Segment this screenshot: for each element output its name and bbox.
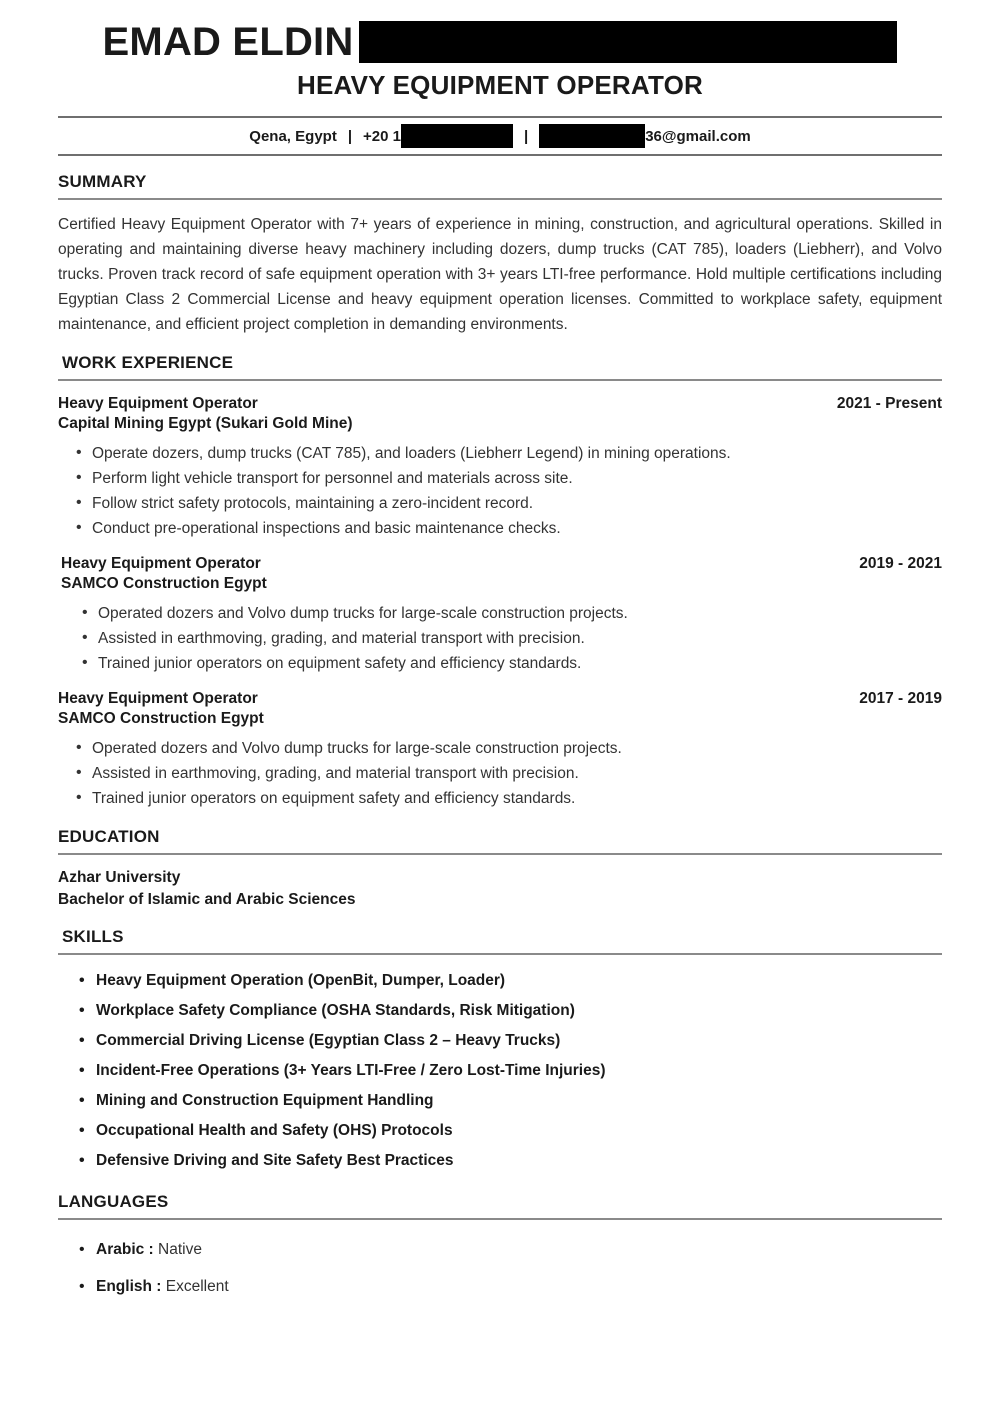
experience-bullet-list xyxy=(58,736,942,811)
experience-bullet: • Operated dozers and Volvo dump trucks for large-scale construction projects. xyxy=(92,736,942,761)
experience-bullet: • Operated dozers and Volvo dump trucks for large-scale construction projects. xyxy=(98,601,942,626)
contact-phone-prefix: +20 1 xyxy=(363,127,401,145)
experience-dates: 2021 - Present xyxy=(836,395,942,412)
language-name: Arabic : xyxy=(96,1241,154,1258)
experience-position: Heavy Equipment Operator xyxy=(58,690,258,707)
email-redaction-box xyxy=(539,124,645,148)
contact-email-suffix: 36@gmail.com xyxy=(645,127,751,145)
experience-entry-header xyxy=(58,395,942,413)
section-underline-education xyxy=(58,853,942,855)
education-entry xyxy=(58,867,942,911)
experience-bullet: • Trained junior operators on equipment safety and efficiency standards. xyxy=(92,786,942,811)
skill-item: • Commercial Driving License (Egyptian Class 2 – Heavy Trucks) xyxy=(96,1026,942,1056)
experience-entry xyxy=(58,690,942,811)
skill-item: • Workplace Safety Compliance (OSHA Standards, Risk Mitigation) xyxy=(96,996,942,1026)
languages-list xyxy=(58,1231,942,1305)
section-education xyxy=(58,827,942,911)
section-heading-experience: WORK EXPERIENCE xyxy=(62,353,234,372)
candidate-job-title: HEAVY EQUIPMENT OPERATOR xyxy=(297,70,703,100)
contact-location: Qena, Egypt xyxy=(249,127,337,145)
section-underline-summary xyxy=(58,198,942,200)
language-level: Excellent xyxy=(165,1278,229,1295)
experience-entry xyxy=(58,555,942,676)
experience-bullet: • Conduct pre-operational inspections and basic maintenance checks. xyxy=(92,516,942,541)
language-item xyxy=(96,1268,942,1305)
skill-item: • Occupational Health and Safety (OHS) Protocols xyxy=(96,1116,942,1146)
language-item xyxy=(96,1231,942,1268)
education-degree: Bachelor of Islamic and Arabic Sciences xyxy=(58,891,356,908)
contact-separator-2: | xyxy=(524,127,529,145)
experience-bullet-list xyxy=(58,441,942,541)
education-institution: Azhar University xyxy=(58,869,181,886)
experience-bullet: • Perform light vehicle transport for personnel and materials across site. xyxy=(92,466,942,491)
experience-position: Heavy Equipment Operator xyxy=(58,395,258,412)
section-heading-summary: SUMMARY xyxy=(58,172,147,191)
experience-entry xyxy=(58,395,942,541)
contact-line xyxy=(58,118,942,154)
skill-item: • Heavy Equipment Operation (OpenBit, Dumper, Loader) xyxy=(96,966,942,996)
summary-paragraph: Certified Heavy Equipment Operator with 7+ years of experience in mining, construction, and agricultural operations. Skilled in operating and maintaining diverse heavy machinery including dozers, dump trucks (CAT 785), loaders (Liebherr), and Volvo trucks. Proven track record of safe equipment operation with 3+ years LTI-free performance. Hold multiple certifications including Egyptian Class 2 Commercial License and heavy equipment operation licenses. Committed to workplace safety, equipment maintenance, and efficient project completion in demanding environments. xyxy=(58,216,942,333)
skill-item: • Incident-Free Operations (3+ Years LTI-Free / Zero Lost-Time Injuries) xyxy=(96,1056,942,1086)
section-heading-education: EDUCATION xyxy=(58,827,160,846)
experience-entry-header xyxy=(58,690,942,708)
contact-separator-1: | xyxy=(347,127,353,145)
candidate-name-text: EMAD ELDIN xyxy=(102,19,354,64)
experience-bullet: • Assisted in earthmoving, grading, and material transport with precision. xyxy=(98,626,942,651)
section-summary xyxy=(58,172,942,337)
header-divider-bottom xyxy=(58,154,942,156)
experience-dates: 2019 - 2021 xyxy=(859,555,942,572)
experience-bullet: • Follow strict safety protocols, maintaining a zero-incident record. xyxy=(92,491,942,516)
language-name: English : xyxy=(96,1278,162,1295)
section-heading-skills: SKILLS xyxy=(62,927,124,946)
section-work-experience xyxy=(58,353,942,811)
skill-item: • Mining and Construction Equipment Handling xyxy=(96,1086,942,1116)
experience-position: Heavy Equipment Operator xyxy=(61,555,261,572)
skill-item: • Defensive Driving and Site Safety Best Practices xyxy=(96,1146,942,1176)
phone-redaction-box xyxy=(401,124,513,148)
candidate-name xyxy=(58,0,942,62)
experience-bullet: • Trained junior operators on equipment safety and efficiency standards. xyxy=(98,651,942,676)
experience-organization: Capital Mining Egypt (Sukari Gold Mine) xyxy=(58,415,353,432)
experience-organization: SAMCO Construction Egypt xyxy=(61,575,267,592)
experience-bullet-list xyxy=(61,601,942,676)
section-skills xyxy=(58,927,942,1176)
section-underline-languages xyxy=(58,1218,942,1220)
section-languages xyxy=(58,1192,942,1305)
experience-dates: 2017 - 2019 xyxy=(859,690,942,707)
experience-entry-header xyxy=(61,555,942,573)
name-redaction-box xyxy=(359,21,897,63)
skills-list xyxy=(58,966,942,1176)
experience-bullet: • Operate dozers, dump trucks (CAT 785), and loaders (Liebherr Legend) in mining operations. xyxy=(92,441,942,466)
section-underline-skills xyxy=(58,953,942,955)
section-heading-languages: LANGUAGES xyxy=(58,1192,169,1211)
language-level: Native xyxy=(158,1241,202,1258)
experience-organization: SAMCO Construction Egypt xyxy=(58,710,264,727)
experience-bullet: • Assisted in earthmoving, grading, and material transport with precision. xyxy=(92,761,942,786)
section-underline-experience xyxy=(58,379,942,381)
